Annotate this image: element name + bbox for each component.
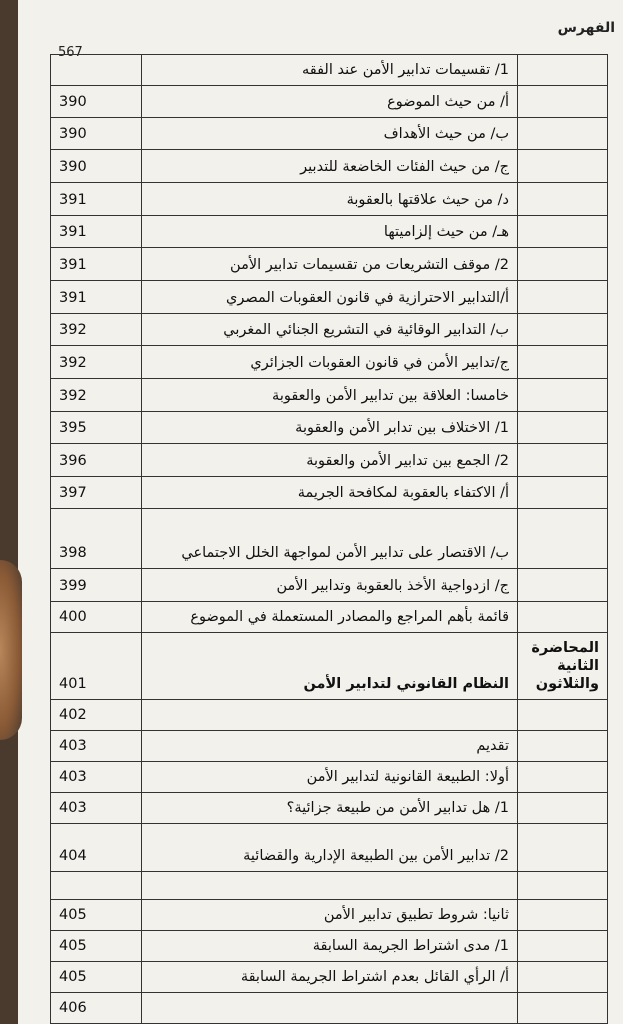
table-row	[51, 183, 608, 216]
entry-title: أ/ من حيث الموضوع	[142, 86, 518, 118]
section-cell	[518, 872, 608, 900]
entry-page: 403	[51, 762, 142, 793]
book-edge	[0, 560, 22, 740]
entry-page: 390	[51, 150, 142, 183]
entry-page: 400	[51, 602, 142, 633]
entry-page: 401	[51, 633, 142, 700]
table-row	[51, 216, 608, 248]
table-row	[51, 248, 608, 281]
section-cell	[518, 931, 608, 962]
entry-title: ب/ التدابير الوقائية في التشريع الجنائي المغربي	[142, 314, 518, 346]
table-row	[51, 444, 608, 477]
table-row	[51, 281, 608, 314]
entry-title: هـ/ من حيث إلزاميتها	[142, 216, 518, 248]
entry-page: 397	[51, 477, 142, 509]
entry-title	[142, 872, 518, 900]
entry-title: 2/ موقف التشريعات من تقسيمات تدابير الأمن	[142, 248, 518, 281]
table-row	[51, 872, 608, 900]
entry-title: خامسا: العلاقة بين تدابير الأمن والعقوبة	[142, 379, 518, 412]
section-cell	[518, 216, 608, 248]
table-row	[51, 962, 608, 993]
table-row	[51, 477, 608, 509]
section-cell	[518, 700, 608, 731]
entry-title: أ/ الرأي القائل بعدم اشتراط الجريمة السابقة	[142, 962, 518, 993]
section-cell: المحاضرة الثانية والثلاثون	[518, 633, 608, 700]
section-cell	[518, 793, 608, 824]
entry-title: تقديم	[142, 731, 518, 762]
page-number: 567	[58, 45, 83, 60]
entry-page: 403	[51, 793, 142, 824]
table-row	[51, 86, 608, 118]
section-cell	[518, 55, 608, 86]
entry-page: 391	[51, 248, 142, 281]
entry-title: أ/التدابير الاحترازية في قانون العقوبات المصري	[142, 281, 518, 314]
entry-title: 2/ تدابير الأمن بين الطبيعة الإدارية والقضائية	[142, 824, 518, 872]
section-cell	[518, 412, 608, 444]
entry-title: ثانيا: شروط تطبيق تدابير الأمن	[142, 900, 518, 931]
entry-page: 395	[51, 412, 142, 444]
entry-title	[142, 700, 518, 731]
section-cell	[518, 993, 608, 1024]
table-row	[51, 762, 608, 793]
table-row	[51, 412, 608, 444]
entry-page: 392	[51, 314, 142, 346]
entry-title: 1/ تقسيمات تدابير الأمن عند الفقه	[142, 55, 518, 86]
section-cell	[518, 118, 608, 150]
table-row	[51, 602, 608, 633]
entry-title: 1/ مدى اشتراط الجريمة السابقة	[142, 931, 518, 962]
section-cell	[518, 379, 608, 412]
entry-page: 406	[51, 993, 142, 1024]
section-cell	[518, 731, 608, 762]
entry-page: 391	[51, 216, 142, 248]
entry-title: ج/تدابير الأمن في قانون العقوبات الجزائري	[142, 346, 518, 379]
entry-title: ج/ من حيث الفئات الخاضعة للتدبير	[142, 150, 518, 183]
table-row	[51, 314, 608, 346]
table-row	[51, 793, 608, 824]
section-cell	[518, 150, 608, 183]
entry-title: 2/ الجمع بين تدابير الأمن والعقوبة	[142, 444, 518, 477]
table-row	[51, 731, 608, 762]
table-row	[51, 700, 608, 731]
section-cell	[518, 281, 608, 314]
section-cell	[518, 509, 608, 569]
entry-page: 399	[51, 569, 142, 602]
entry-page: 391	[51, 183, 142, 216]
table-row	[51, 900, 608, 931]
entry-page: 390	[51, 86, 142, 118]
entry-page: 405	[51, 962, 142, 993]
table-row	[51, 150, 608, 183]
table-row	[51, 569, 608, 602]
table-of-contents	[50, 54, 608, 1024]
entry-page: 392	[51, 346, 142, 379]
entry-page: 398	[51, 509, 142, 569]
table-row	[51, 509, 608, 569]
document-page	[18, 0, 623, 1024]
entry-page: 392	[51, 379, 142, 412]
entry-title: ب/ الاقتصار على تدابير الأمن لمواجهة الخلل الاجتماعي	[142, 509, 518, 569]
entry-title: النظام القانوني لتدابير الأمن	[142, 633, 518, 700]
table-row	[51, 55, 608, 86]
section-cell	[518, 962, 608, 993]
entry-title: أولا: الطبيعة القانونية لتدابير الأمن	[142, 762, 518, 793]
section-cell	[518, 824, 608, 872]
table-row	[51, 993, 608, 1024]
table-row	[51, 346, 608, 379]
table-row	[51, 118, 608, 150]
entry-page	[51, 55, 142, 86]
entry-page: 391	[51, 281, 142, 314]
table-row	[51, 379, 608, 412]
entry-title: 1/ الاختلاف بين تدابر الأمن والعقوبة	[142, 412, 518, 444]
entry-title: ب/ من حيث الأهداف	[142, 118, 518, 150]
section-cell	[518, 602, 608, 633]
entry-page: 396	[51, 444, 142, 477]
table-row	[51, 633, 608, 700]
table-row	[51, 824, 608, 872]
section-cell	[518, 314, 608, 346]
entry-page: 403	[51, 731, 142, 762]
section-cell	[518, 569, 608, 602]
table-row	[51, 931, 608, 962]
section-cell	[518, 900, 608, 931]
section-cell	[518, 183, 608, 216]
section-cell	[518, 444, 608, 477]
entry-page: 405	[51, 900, 142, 931]
section-cell	[518, 346, 608, 379]
entry-title: أ/ الاكتفاء بالعقوبة لمكافحة الجريمة	[142, 477, 518, 509]
entry-title: د/ من حيث علاقتها بالعقوبة	[142, 183, 518, 216]
section-cell	[518, 248, 608, 281]
entry-title	[142, 993, 518, 1024]
entry-page: 404	[51, 824, 142, 872]
entry-title: ج/ ازدواجية الأخذ بالعقوبة وتدابير الأمن	[142, 569, 518, 602]
section-cell	[518, 762, 608, 793]
entry-title: 1/ هل تدابير الأمن من طبيعة جزائية؟	[142, 793, 518, 824]
section-cell	[518, 86, 608, 118]
entry-page	[51, 872, 142, 900]
entry-page: 402	[51, 700, 142, 731]
header-title: الفهرس	[557, 20, 615, 36]
entry-page: 390	[51, 118, 142, 150]
entry-page: 405	[51, 931, 142, 962]
entry-title: قائمة بأهم المراجع والمصادر المستعملة في الموضوع	[142, 602, 518, 633]
section-cell	[518, 477, 608, 509]
